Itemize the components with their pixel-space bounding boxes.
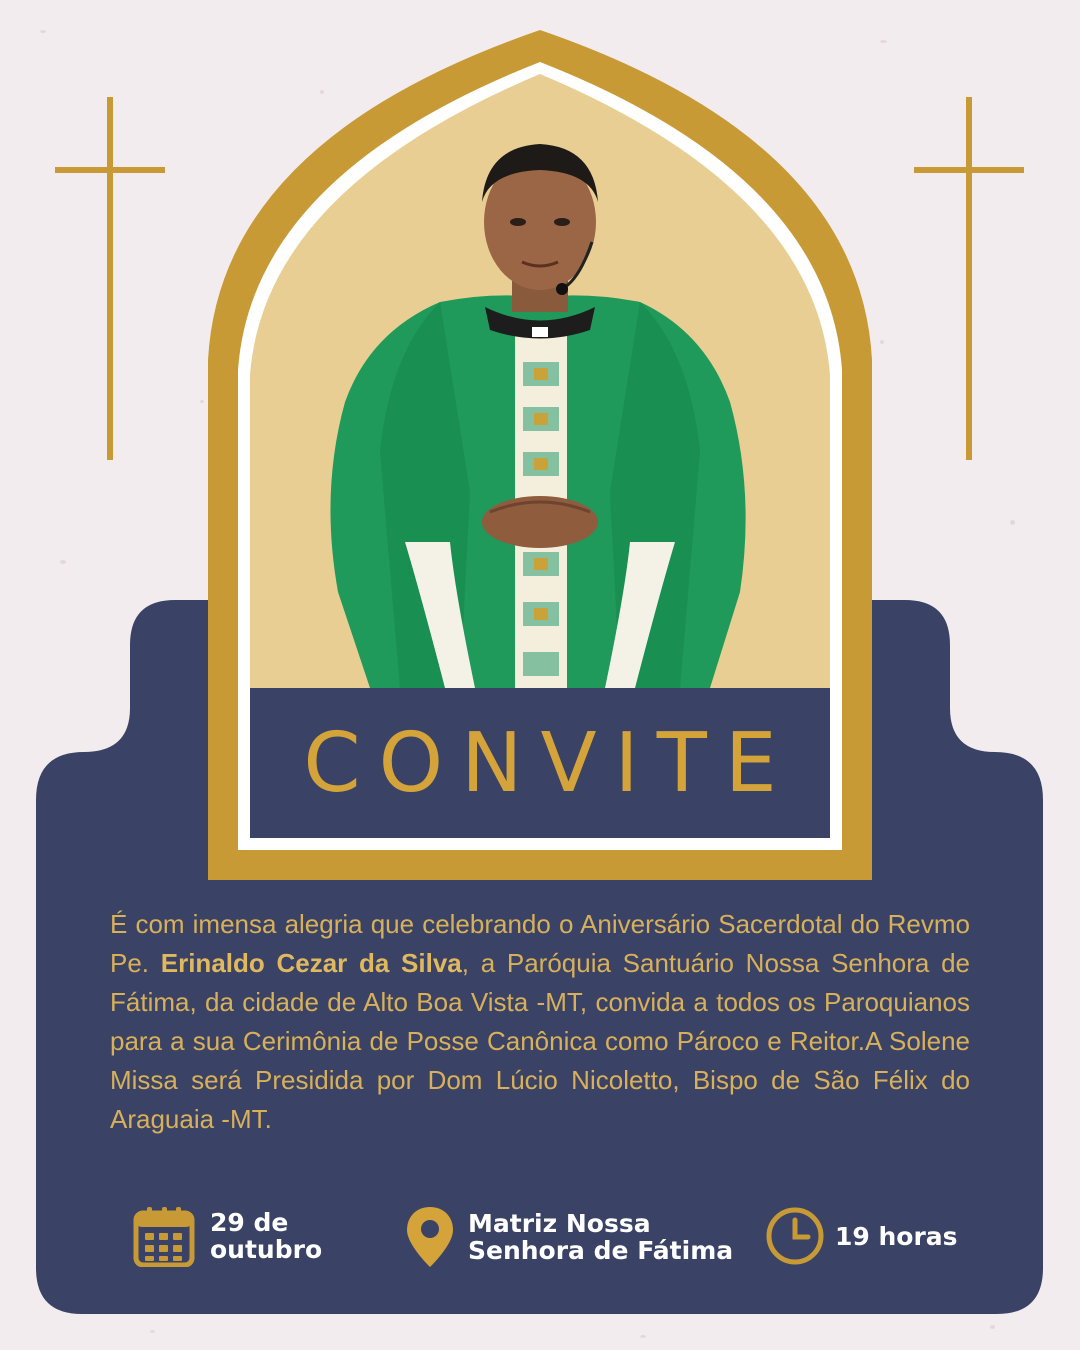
place-info: [405, 1205, 733, 1269]
time-info: [765, 1206, 958, 1266]
time-text: 19 horas: [835, 1221, 958, 1251]
clock-icon: [765, 1206, 825, 1266]
priest-name: Erinaldo Cezar da Silva: [160, 948, 462, 978]
date-line2: outubro: [210, 1235, 323, 1264]
map-pin-icon: [405, 1205, 455, 1269]
invitation-text-part1: É com imensa alegria que celebrando o Aniversário Sacerdotal do Revmo Pe.: [110, 909, 970, 978]
title-band: [250, 688, 830, 838]
invitation-paragraph: [110, 905, 970, 1139]
date-line1: 29 de: [210, 1208, 289, 1237]
place-line1: Matriz Nossa: [468, 1209, 651, 1238]
invitation-text-part2: , a Paróquia Santuário Nossa Senhora de Fátima, da cidade de Alto Boa Vista -MT, convida a todos os Paroquianos para a sua Cerimônia de Posse Canônica como Pároco e Reitor.A Solene Missa será Presidida por Dom Lúcio Nicoletto, Bispo de São Félix do Araguaia -MT.: [110, 948, 970, 1134]
calendar-icon: [133, 1205, 195, 1267]
page-title: CONVITE: [303, 715, 795, 811]
place-line2: Senhora de Fátima: [468, 1236, 734, 1265]
date-info: [133, 1205, 322, 1267]
priest-photo: [250, 72, 830, 688]
